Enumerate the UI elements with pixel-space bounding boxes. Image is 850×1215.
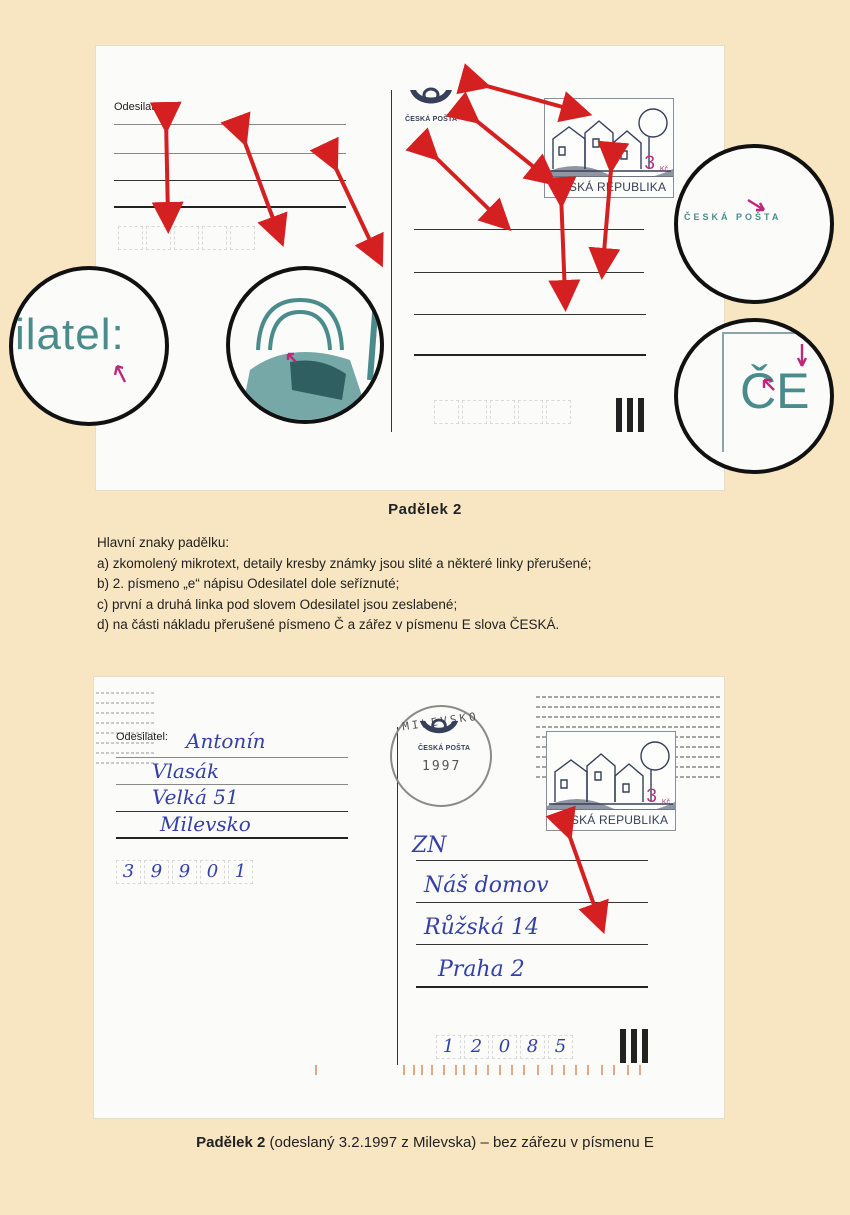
address-line-1 bbox=[416, 860, 648, 861]
zoom-ce-text: ČE bbox=[740, 363, 810, 419]
address-line-3 bbox=[416, 944, 648, 945]
card-divider bbox=[391, 90, 392, 432]
barcode-marks bbox=[620, 1029, 648, 1063]
sender-line-2 bbox=[114, 153, 346, 154]
stamp-value: 3 bbox=[644, 153, 655, 174]
recipient-line-3: Růžská 14 bbox=[424, 915, 540, 940]
stamp-country-text: ČESKÁ REPUBLIKA bbox=[547, 809, 675, 830]
post-logo-text: ČESKÁ POŠTA bbox=[418, 745, 471, 752]
sender-label: Odesilatel: bbox=[116, 731, 168, 743]
recipient-zip-digit: 5 bbox=[548, 1035, 573, 1059]
postage-stamp bbox=[546, 731, 676, 831]
zoom-sender-label bbox=[9, 266, 169, 426]
description-item-d: d) na části nákladu přerušené písmeno Č a zářez v písmenu E slova ČESKÁ. bbox=[97, 617, 560, 632]
postcard-forgery-used bbox=[94, 677, 724, 1118]
recipient-zip-digit: 8 bbox=[520, 1035, 545, 1059]
pointer-icon bbox=[678, 148, 830, 300]
zoom-microtext bbox=[674, 144, 834, 304]
zoom-stamp-detail bbox=[226, 266, 384, 424]
recipient-zip-digit: 0 bbox=[492, 1035, 517, 1059]
sender-line-3 bbox=[114, 180, 346, 181]
zoom-micro-text: ČESKÁ POŠTA bbox=[684, 212, 782, 222]
description-heading: Hlavní znaky padělku: bbox=[97, 535, 230, 550]
sender-zip-digit: 3 bbox=[116, 860, 141, 884]
address-line-3 bbox=[414, 314, 646, 315]
sender-zip-digit: 0 bbox=[200, 860, 225, 884]
stamp-value: 3 bbox=[646, 786, 657, 807]
sender-line-4 bbox=[114, 206, 346, 208]
postcard-forgery-annotated bbox=[96, 46, 724, 490]
sender-line-4 bbox=[116, 837, 348, 839]
address-line-4 bbox=[416, 986, 648, 988]
pointer-icon bbox=[678, 322, 830, 470]
sender-surname: Vlasák bbox=[152, 759, 220, 783]
description-item-c: c) první a druhá linka pod slovem Odesilatel jsou zeslabené; bbox=[97, 596, 458, 612]
caption-forgery-2: Padělek 2 bbox=[388, 501, 462, 518]
sender-city: Milevsko bbox=[160, 812, 251, 836]
recipient-zip-digit: 1 bbox=[436, 1035, 461, 1059]
stamp-currency: Kč bbox=[659, 166, 668, 173]
orange-sorting-marks bbox=[314, 1063, 644, 1077]
sender-label: Odesilatel: bbox=[114, 101, 166, 113]
caption2-bold: Padělek 2 bbox=[196, 1134, 266, 1151]
postmark-year: 1997 bbox=[422, 759, 462, 774]
postage-stamp bbox=[544, 98, 674, 198]
description-item-a: a) zkomolený mikrotext, detaily kresby známky jsou slité a některé linky přerušené; bbox=[97, 555, 592, 571]
sender-zip-digit: 1 bbox=[228, 860, 253, 884]
address-line-2 bbox=[414, 272, 644, 273]
pointer-icon bbox=[13, 270, 165, 422]
stamp-country-text: ČESKÁ REPUBLIKA bbox=[545, 176, 673, 197]
recipient-line-2: Náš domov bbox=[424, 873, 549, 898]
stamp-currency: Kč bbox=[661, 799, 670, 806]
forgery-description bbox=[97, 533, 757, 636]
sender-line-1 bbox=[114, 124, 346, 125]
sender-line-1 bbox=[116, 757, 348, 758]
address-line-2 bbox=[416, 902, 648, 903]
recipient-zip-boxes bbox=[434, 400, 571, 424]
address-line-1 bbox=[414, 229, 644, 230]
post-horn-icon bbox=[408, 86, 454, 119]
caption2-rest: (odeslaný 3.2.1997 z Milevska) – bez zářezu v písmenu E bbox=[265, 1134, 654, 1151]
sender-zip-boxes bbox=[116, 860, 253, 884]
zoom-letters-ce bbox=[674, 318, 834, 474]
caption-forgery-2-used bbox=[0, 1134, 850, 1151]
sender-zip-digit: 9 bbox=[172, 860, 197, 884]
recipient-zip-boxes bbox=[436, 1035, 573, 1059]
post-logo-text: ČESKÁ POŠTA bbox=[405, 116, 458, 123]
postmark-town: MILEVSKO bbox=[401, 709, 480, 734]
post-horn-icon bbox=[418, 717, 460, 748]
sender-name: Antonín bbox=[186, 729, 266, 753]
description-item-b: b) 2. písmeno „e“ nápisu Odesilatel dole seříznuté; bbox=[97, 576, 400, 591]
sender-zip-digit: 9 bbox=[144, 860, 169, 884]
sender-zip-boxes bbox=[118, 226, 255, 250]
recipient-zip-digit: 2 bbox=[464, 1035, 489, 1059]
zoom-sender-text: ilatel: bbox=[15, 310, 125, 359]
recipient-line-1: ZN bbox=[412, 833, 447, 858]
recipient-line-4: Praha 2 bbox=[438, 957, 525, 982]
barcode-marks bbox=[616, 398, 644, 432]
address-line-4 bbox=[414, 354, 646, 356]
sender-street: Velká 51 bbox=[152, 785, 239, 809]
